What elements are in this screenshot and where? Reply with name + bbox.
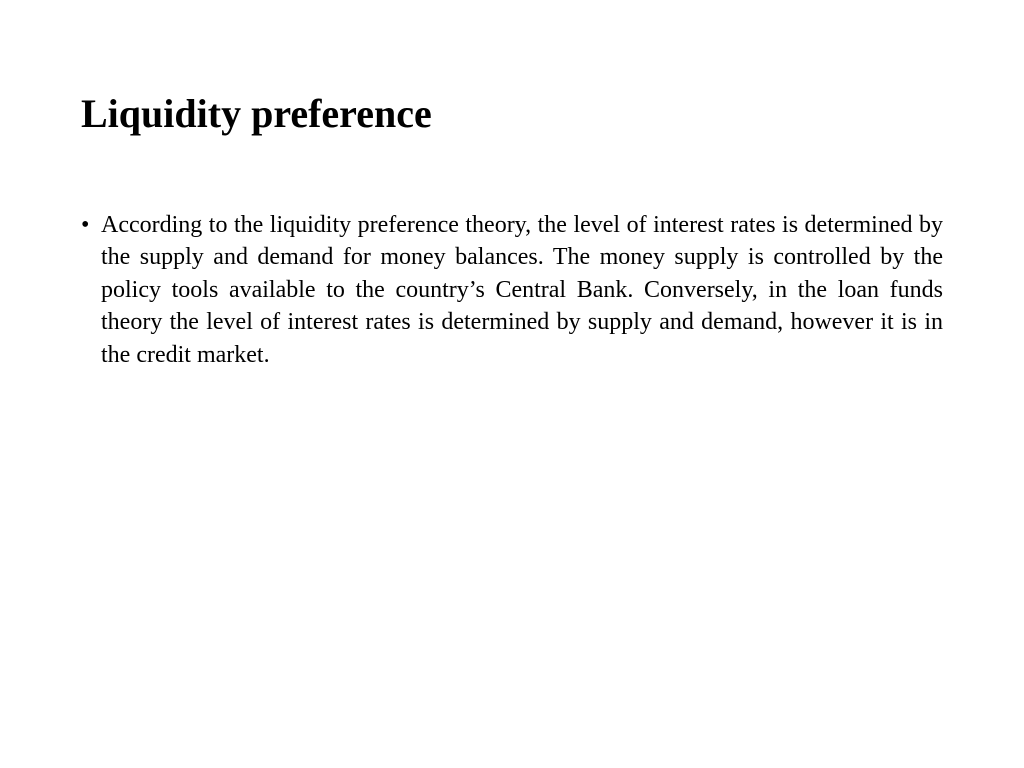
bullet-list bbox=[81, 209, 943, 371]
bullet-item bbox=[81, 209, 943, 371]
slide-title: Liquidity preference bbox=[81, 91, 432, 136]
bullet-marker: • bbox=[81, 212, 90, 238]
bullet-text: According to the liquidity preference theory, the level of interest rates is determined by the supply and demand for money balances. The money supply is controlled by the policy tools available to the country’s Central Bank. Conversely, in the loan funds theory the level of interest rates is determined by supply and demand, however it is in the credit market. bbox=[101, 212, 943, 368]
